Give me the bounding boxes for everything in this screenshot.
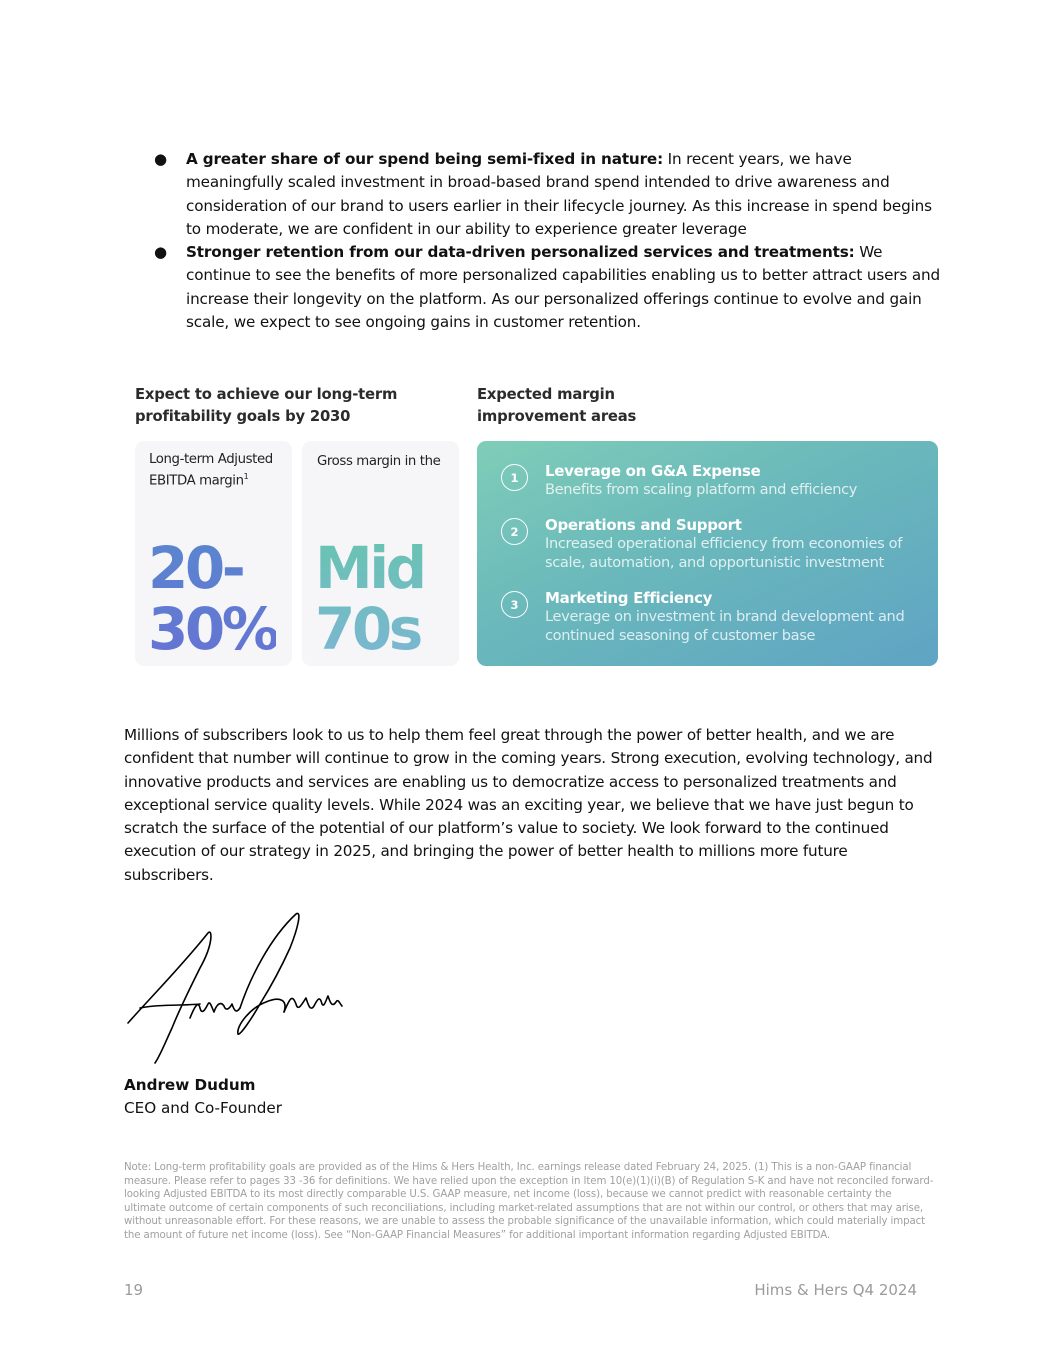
area-title: Leverage on G&A Expense bbox=[545, 462, 761, 480]
caption-line: improvement areas bbox=[477, 407, 637, 425]
gross-margin-card bbox=[302, 441, 459, 666]
report-title: Hims & Hers Q4 2024 bbox=[754, 1281, 917, 1299]
bullet-item bbox=[152, 241, 942, 334]
area-description: Leverage on investment in brand development and continued seasoning of customer base bbox=[545, 608, 905, 644]
bullet-text: In recent years, we have meaningfully scaled investment in broad-based brand spend intended to drive awareness and consideration of our brand to users earlier in their lifecycle journey. As this increase in spend begins to moderate, we are confident in our ability to experience greater leverage bbox=[186, 150, 932, 238]
bullet-item bbox=[152, 148, 942, 241]
gross-margin-value bbox=[315, 534, 424, 663]
signatory-name: Andrew Dudum bbox=[124, 1076, 256, 1094]
ebitda-margin-value bbox=[148, 534, 277, 663]
page-number: 19 bbox=[124, 1281, 144, 1299]
closing-paragraph: Millions of subscribers look to us to help them feel great through the power of better health, and we are confident that number will continue to grow in the coming years. Strong execution, evolving technology, and innovative products and services are enabling us to democratize access to personalized treatments and exceptional service quality levels. While 2024 was an exciting year, we believe that we have just begun to scratch the surface of the potential of our platform’s value to society. We look forward to the continued execution of our strategy in 2025, and bringing the power of better health to millions more future subscribers. bbox=[124, 726, 933, 884]
bullet-dot: ● bbox=[154, 243, 167, 262]
area-description: Benefits from scaling platform and efficiency bbox=[545, 481, 858, 498]
handwritten-signature bbox=[120, 908, 350, 1070]
area-title: Marketing Efficiency bbox=[545, 589, 713, 607]
bullet-heading: Stronger retention from our data-driven personalized services and treatments: bbox=[186, 243, 855, 262]
area-title: Operations and Support bbox=[545, 516, 742, 534]
area-description: Increased operational efficiency from economies of scale, automation, and opportunistic investment bbox=[545, 535, 903, 571]
value-line: 30% bbox=[148, 595, 277, 663]
gross-margin-label: Gross margin in the bbox=[317, 454, 441, 469]
profitability-caption bbox=[135, 384, 397, 427]
footnote-marker: 1 bbox=[243, 471, 249, 481]
ebitda-margin-card bbox=[135, 441, 292, 666]
card-label-line: EBITDA margin bbox=[149, 472, 244, 488]
caption-line: Expected margin bbox=[477, 386, 615, 403]
value-line: Mid bbox=[315, 534, 424, 602]
bullet-list bbox=[152, 148, 942, 334]
bullet-dot: ● bbox=[154, 150, 167, 168]
card-label-line: Long-term Adjusted bbox=[149, 452, 273, 467]
number-badge: 2 bbox=[501, 518, 528, 545]
ebitda-card-label bbox=[149, 452, 273, 489]
caption-line: Expect to achieve our long-term bbox=[135, 386, 398, 403]
value-line: 20- bbox=[148, 534, 243, 602]
number-badge: 1 bbox=[501, 464, 528, 491]
margin-areas-caption bbox=[477, 384, 636, 427]
footnote: Note: Long-term profitability goals are provided as of the Hims & Hers Health, Inc. earnings release dated February 24, 2025. (1) This is a non-GAAP financial measure. Please refer to pages 33 -36 for definitions. We have relied upon the exception in Item 10(e)(1)(i)(B) of Regulation S-K and have not reconciled forward-looking Adjusted EBITDA to its most directly comparable U.S. GAAP measure, net income (loss), because we cannot predict with reasonable certainty the ultimate outcome of certain components of such reconciliations, including market-related assumptions that are not within our control, or others that may arise, without unreasonable effort. For these reasons, we are unable to assess the probable significance of the unavailable information, which could materially impact the amount of future net income (loss). See “Non-GAAP Financial Measures” for additional important information regarding Adjusted EBITDA. bbox=[124, 1162, 934, 1241]
caption-line: profitability goals by 2030 bbox=[135, 407, 351, 425]
signatory-title: CEO and Co-Founder bbox=[124, 1099, 283, 1117]
value-line: 70s bbox=[315, 595, 420, 663]
bullet-heading: A greater share of our spend being semi-fixed in nature: bbox=[186, 150, 663, 168]
number-badge: 3 bbox=[501, 591, 528, 618]
margin-improvement-panel bbox=[477, 441, 938, 666]
bullet-text: We continue to see the benefits of more personalized capabilities enabling us to better attract users and increase their longevity on the platform. As our personalized offerings continue to evolve and gain scale, we expect to see ongoing gains in customer retention. bbox=[186, 243, 940, 332]
